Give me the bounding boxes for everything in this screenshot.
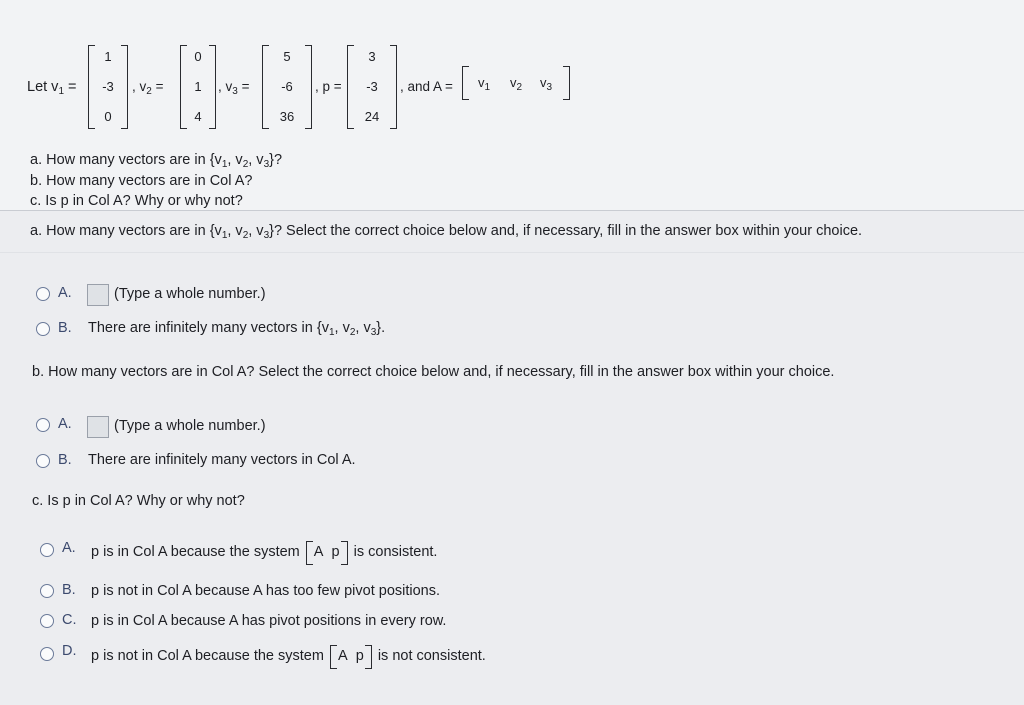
vector-v1: 1 -3 0 [88,45,128,129]
part-b-option-b-radio[interactable] [36,454,50,468]
part-c-prompt: c. Is p in Col A? Why or why not? [32,493,245,509]
part-a-option-a-letter: A. [58,285,72,301]
vector-p: 3 -3 24 [347,45,397,129]
augmented-matrix: A p [330,648,372,664]
part-c-option-c-text: p is in Col A because A has pivot positions in every row. [91,613,447,629]
part-b-prompt: b. How many vectors are in Col A? Select the correct choice below and, if necessary, fill in the answer box within your choice. [32,364,835,380]
part-c-option-d-letter: D. [62,643,77,659]
augmented-matrix: A p [306,544,348,560]
part-a-option-a-text: (Type a whole number.) [114,286,266,302]
question-a: a. How many vectors are in {$v_1$, $v_2$, $v_3$}? [30,152,283,170]
question-b: b. How many vectors are in Col A? [30,173,253,189]
part-a-prompt: a. How many vectors are in {$v_1$, $v_2$, $v_3$}? Select the correct choice below and, if necessary, fill in the answer box within your choice. [30,223,863,241]
part-b-option-a-radio[interactable] [36,418,50,432]
v2-label: , $v_2$ = [132,79,164,97]
vector-v2: 0 1 4 [180,45,216,129]
part-b-option-a-letter: A. [58,416,72,432]
part-c-option-c-letter: C. [62,612,77,628]
part-a-option-b-letter: B. [58,320,72,336]
part-c-option-a-letter: A. [62,540,76,556]
part-c-option-b-letter: B. [62,582,76,598]
part-c-option-a-text: p is in Col A because the system A p is consistent. [91,544,437,560]
part-a-option-a-radio[interactable] [36,287,50,301]
v3-label: , $v_3$ = [218,79,250,97]
part-c-option-b-radio[interactable] [40,584,54,598]
part-b-option-b-letter: B. [58,452,72,468]
part-c-option-b-text: p is not in Col A because A has too few pivot positions. [91,583,441,599]
part-b-option-b-text: There are infinitely many vectors in Col A. [88,452,356,468]
p-label: , p = [315,79,342,94]
problem-statement [0,0,1024,211]
part-c-option-c-radio[interactable] [40,614,54,628]
part-a-answer-box[interactable] [87,284,109,306]
part-b-answer-box[interactable] [87,416,109,438]
part-c-option-d-radio[interactable] [40,647,54,661]
vector-v3: 5 -6 36 [262,45,312,129]
part-b-option-a-text: (Type a whole number.) [114,418,266,434]
let-v1-label: Let $v_1$ = [27,79,77,97]
matrix-a: $v_1$ $v_2$ $v_3$ [462,66,570,100]
part-c-option-a-radio[interactable] [40,543,54,557]
question-c: c. Is p in Col A? Why or why not? [30,193,243,209]
part-a-option-b-text: There are infinitely many vectors in {$v_1$, $v_2$, $v_3$}. [88,320,386,338]
part-a-option-b-radio[interactable] [36,322,50,336]
and-a-label: , and A = [400,79,453,94]
part-c-option-d-text: p is not in Col A because the system A p is not consistent. [91,648,486,664]
